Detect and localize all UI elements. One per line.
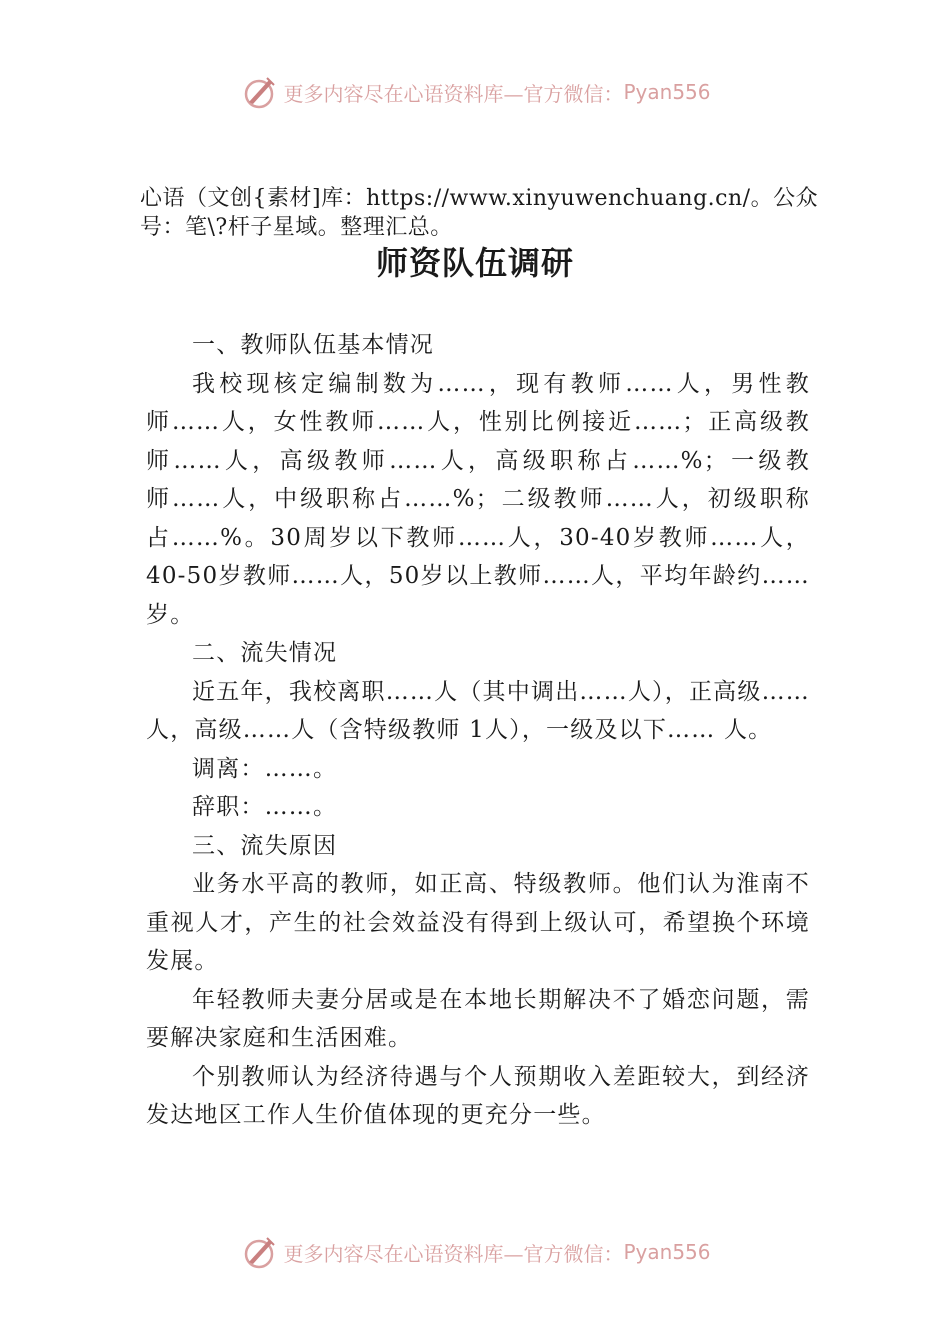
paragraph: 业务水平高的教师，如正高、特级教师。他们认为淮南不重视人才，产生的社会效益没有得到上级认可，希望换个环境发展。 bbox=[146, 871, 810, 974]
footer-watermark-banner bbox=[0, 1230, 950, 1274]
quill-logo-icon bbox=[239, 72, 279, 112]
document-body bbox=[146, 326, 810, 1135]
banner-wechat-id: Pyan556 bbox=[623, 1240, 711, 1264]
header-watermark-banner bbox=[0, 70, 950, 114]
paragraph: 调离：……。 bbox=[192, 755, 338, 782]
quill-logo-icon bbox=[239, 1232, 279, 1272]
source-line: 心语（文创{素材]库：https://www.xinyuwenchuang.cn/。公众号：笔\?杆子星域。整理汇总。 bbox=[140, 186, 819, 240]
paragraph: 辞职：……。 bbox=[192, 794, 338, 820]
paragraph: 我校现核定编制数为……，现有教师……人，男性教师……人，女性教师……人，性别比例接近……；正高级教师……人，高级教师……人，高级职称占……%；一级教师……人，中级职称占……%；二级教师……人，初级职称占……%。30周岁以下教师……人，30-40岁教师……人，40-50岁教师……人，50岁以上教师……人，平均年龄约……岁。 bbox=[146, 370, 810, 628]
paragraph: 近五年，我校离职……人（其中调出……人），正高级……人，高级……人（含特级教师 1人），一级及以下…… 人。 bbox=[146, 678, 810, 743]
page-title: 师资队伍调研 bbox=[375, 244, 574, 282]
banner-text: 更多内容尽在心语资料库—官方微信： bbox=[283, 81, 624, 106]
banner-text: 更多内容尽在心语资料库—官方微信： bbox=[283, 1241, 624, 1266]
paragraph: 年轻教师夫妻分居或是在本地长期解决不了婚恋问题，需要解决家庭和生活困难。 bbox=[146, 986, 810, 1051]
section-heading: 一、教师队伍基本情况 bbox=[192, 332, 434, 358]
paragraph: 个别教师认为经济待遇与个人预期收入差距较大，到经济发达地区工作人生价值体现的更充分一些。 bbox=[146, 1063, 810, 1128]
section-heading: 二、流失情况 bbox=[192, 640, 338, 666]
banner-wechat-id: Pyan556 bbox=[623, 80, 711, 104]
section-heading: 三、流失原因 bbox=[192, 832, 338, 859]
